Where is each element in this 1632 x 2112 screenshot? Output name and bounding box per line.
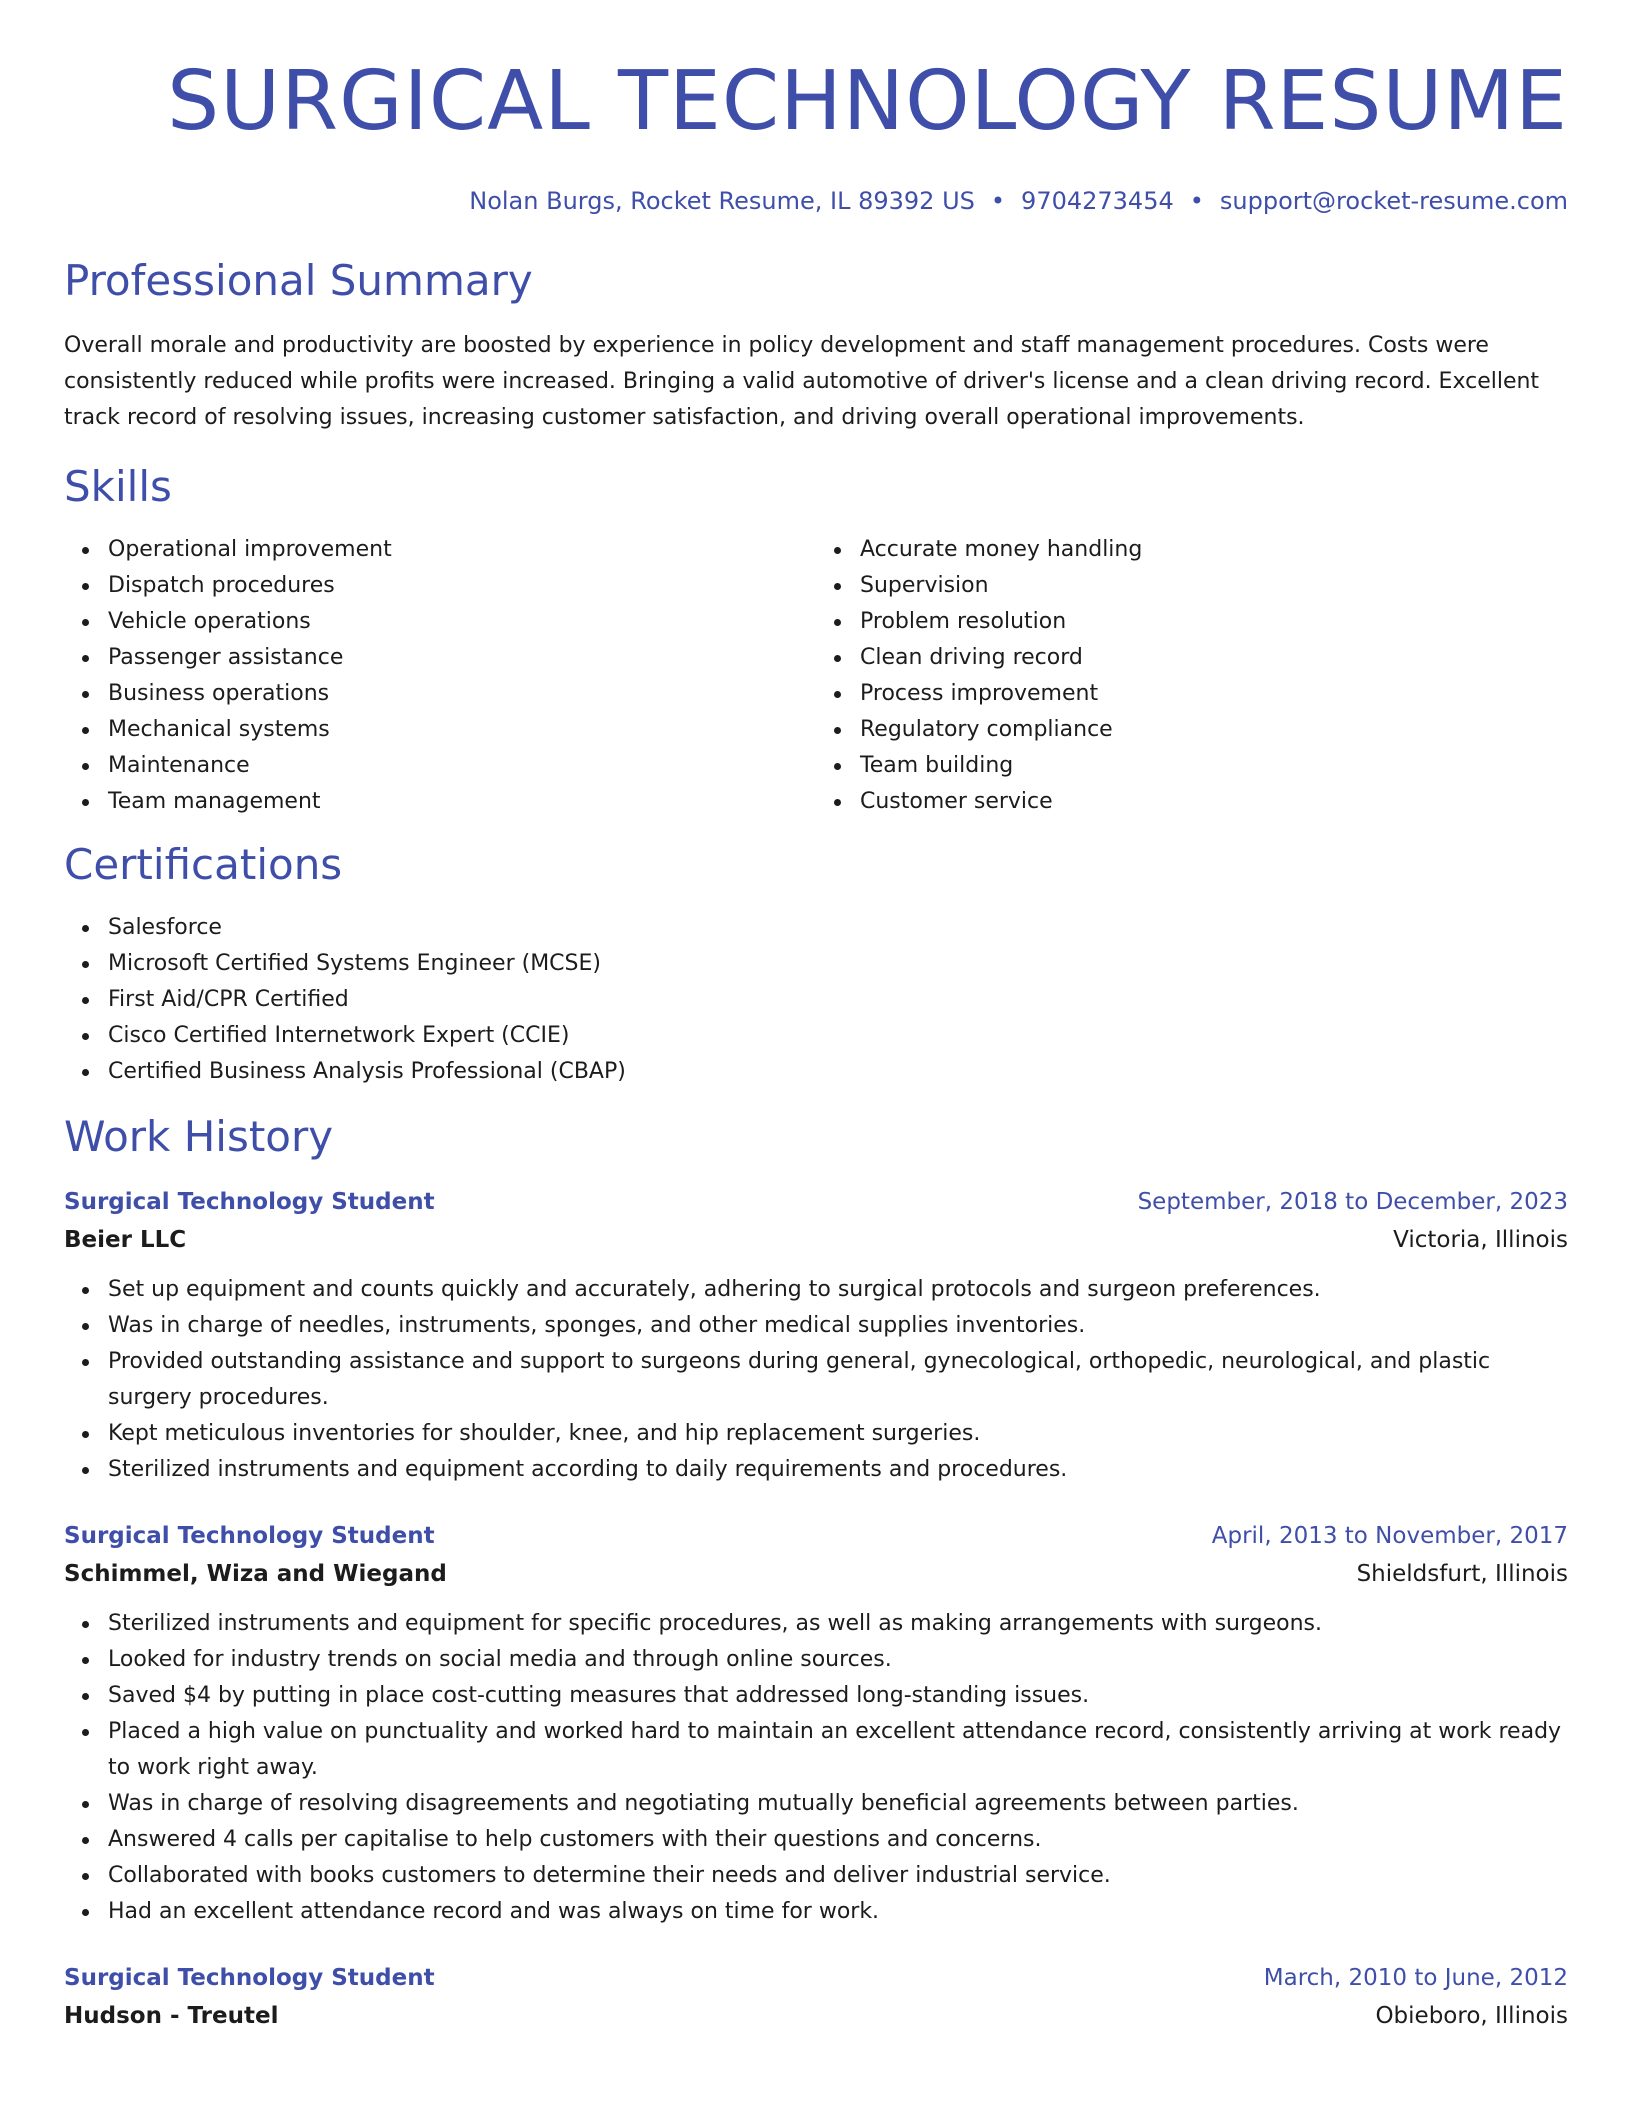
resume-title: SURGICAL TECHNOLOGY RESUME <box>167 54 1568 149</box>
skill-item: Supervision <box>860 568 1568 604</box>
summary-heading: Professional Summary <box>64 256 533 305</box>
job-title: Surgical Technology Student <box>64 1965 435 1991</box>
skill-item: Mechanical systems <box>108 712 816 748</box>
resume-header <box>64 0 1568 216</box>
skill-item: Dispatch procedures <box>108 568 816 604</box>
job-bullet: Provided outstanding assistance and support to surgeons during general, gynecological, orthopedic, neurological, and plastic surgery procedures. <box>108 1344 1568 1416</box>
contact-phone: 9704273454 <box>1021 187 1174 215</box>
job-bullet: Looked for industry trends on social media and through online sources. <box>108 1642 1568 1678</box>
skill-item: Operational improvement <box>108 532 816 568</box>
skill-item: Team management <box>108 784 816 820</box>
job-header <box>64 1962 1568 1994</box>
job-company: Schimmel, Wiza and Wiegand <box>64 1561 447 1587</box>
job-dates: April, 2013 to November, 2017 <box>1211 1523 1568 1549</box>
skills-heading: Skills <box>64 462 172 511</box>
summary-text: Overall morale and productivity are boosted by experience in policy development and staff management procedures. Costs were consistently reduced while profits were increased. Bringing a valid automotive of driver's license and a clean driving record. Excellent track record of resolving issues, increasing customer satisfaction, and driving overall operational improvements. <box>64 333 1540 430</box>
skill-item: Regulatory compliance <box>860 712 1568 748</box>
certifications-heading: Certifications <box>64 840 343 889</box>
job-subheader <box>64 2000 1568 2032</box>
skill-item: Team building <box>860 748 1568 784</box>
job-header <box>64 1186 1568 1218</box>
skill-item: Problem resolution <box>860 604 1568 640</box>
job-bullet: Sterilized instruments and equipment according to daily requirements and procedures. <box>108 1452 1568 1488</box>
skills-columns <box>64 532 1568 820</box>
skills-list-left <box>64 532 816 820</box>
job-bullet: Answered 4 calls per capitalise to help customers with their questions and concerns. <box>108 1822 1568 1858</box>
skill-item: Accurate money handling <box>860 532 1568 568</box>
certification-item: Certified Business Analysis Professional (CBAP) <box>108 1054 1568 1090</box>
job-subheader <box>64 1224 1568 1256</box>
work-history-heading: Work History <box>64 1112 334 1161</box>
job-bullet: Set up equipment and counts quickly and accurately, adhering to surgical protocols and surgeon preferences. <box>108 1272 1568 1308</box>
job-entry <box>64 1520 1568 1930</box>
contact-separator: • <box>990 187 1006 215</box>
job-dates: September, 2018 to December, 2023 <box>1137 1189 1568 1215</box>
certification-item: Salesforce <box>108 910 1568 946</box>
skills-list-right <box>816 532 1568 820</box>
contact-line <box>64 186 1568 216</box>
job-dates: March, 2010 to June, 2012 <box>1263 1965 1568 1991</box>
job-location: Victoria, Illinois <box>1393 1227 1568 1253</box>
job-bullet: Sterilized instruments and equipment for specific procedures, as well as making arrangements with surgeons. <box>108 1606 1568 1642</box>
job-bullets <box>64 1606 1568 1930</box>
job-bullet: Collaborated with books customers to determine their needs and deliver industrial service. <box>108 1858 1568 1894</box>
job-bullets <box>64 1272 1568 1488</box>
skill-item: Clean driving record <box>860 640 1568 676</box>
contact-separator: • <box>1189 187 1204 215</box>
job-entry <box>64 1962 1568 2032</box>
job-bullet: Saved $4 by putting in place cost-cutting measures that addressed long-standing issues. <box>108 1678 1568 1714</box>
job-location: Obieboro, Illinois <box>1375 2003 1568 2029</box>
certifications-list <box>64 910 1568 1090</box>
skill-item: Business operations <box>108 676 816 712</box>
resume-page <box>64 0 1568 2032</box>
skill-item: Passenger assistance <box>108 640 816 676</box>
contact-address: Nolan Burgs, Rocket Resume, IL 89392 US <box>469 187 975 215</box>
skill-item: Maintenance <box>108 748 816 784</box>
job-subheader <box>64 1558 1568 1590</box>
skill-item: Customer service <box>860 784 1568 820</box>
job-company: Hudson - Treutel <box>64 2003 279 2029</box>
skill-item: Process improvement <box>860 676 1568 712</box>
job-title: Surgical Technology Student <box>64 1523 435 1549</box>
certification-item: Microsoft Certified Systems Engineer (MCSE) <box>108 946 1568 982</box>
contact-email: support@rocket-resume.com <box>1219 187 1568 215</box>
skill-item: Vehicle operations <box>108 604 816 640</box>
job-bullet: Placed a high value on punctuality and worked hard to maintain an excellent attendance record, consistently arriving at work ready to work right away. <box>108 1714 1568 1786</box>
job-title: Surgical Technology Student <box>64 1189 435 1215</box>
job-bullet: Kept meticulous inventories for shoulder, knee, and hip replacement surgeries. <box>108 1416 1568 1452</box>
job-bullet: Was in charge of resolving disagreements and negotiating mutually beneficial agreements between parties. <box>108 1786 1568 1822</box>
certification-item: First Aid/CPR Certified <box>108 982 1568 1018</box>
job-header <box>64 1520 1568 1552</box>
job-bullet: Had an excellent attendance record and was always on time for work. <box>108 1894 1568 1930</box>
job-company: Beier LLC <box>64 1227 187 1253</box>
job-location: Shieldsfurt, Illinois <box>1356 1561 1568 1587</box>
job-bullet: Was in charge of needles, instruments, sponges, and other medical supplies inventories. <box>108 1308 1568 1344</box>
job-entry <box>64 1186 1568 1488</box>
certification-item: Cisco Certified Internetwork Expert (CCIE) <box>108 1018 1568 1054</box>
